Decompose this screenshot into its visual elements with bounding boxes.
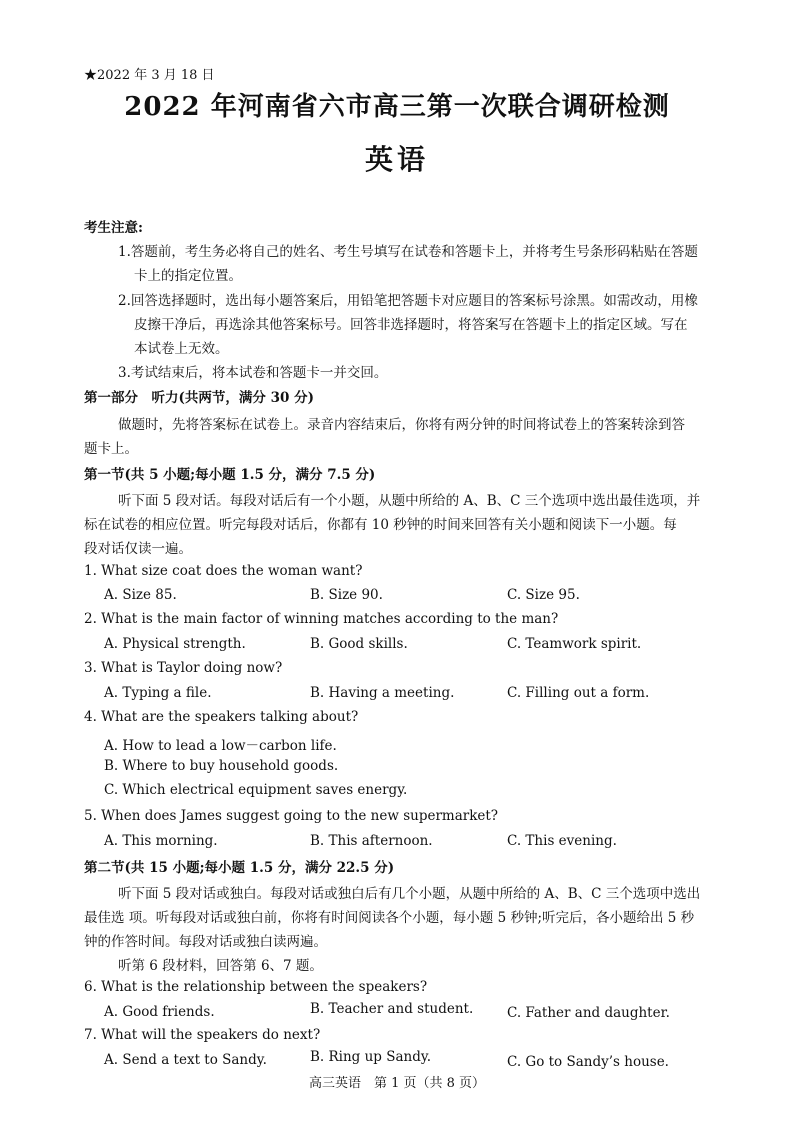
part1-intro-line1: 做题时，先将答案标在试卷上。录音内容结束后，你将有两分钟的时间将试卷上的答案转涂到答	[118, 417, 685, 433]
option-a: A. Size 85.	[104, 587, 177, 603]
option-c: C. This evening.	[507, 833, 617, 849]
question-stem: 1. What size coat does the woman want?	[84, 563, 363, 579]
question-stem: 2. What is the main factor of winning matches according to the man?	[84, 611, 559, 627]
section2-heading: 第二节(共 15 小题;每小题 1.5 分，满分 22.5 分)	[84, 860, 395, 876]
exam-date: ★2022 年 3 月 18 日	[84, 68, 215, 83]
section2-material: 听第 6 段材料，回答第 6、7 题。	[118, 958, 323, 974]
question-stem: 6. What is the relationship between the speakers?	[84, 979, 428, 995]
option-c: C. Size 95.	[507, 587, 580, 603]
question-stem: 4. What are the speakers talking about?	[84, 709, 359, 725]
notice-item2-line2: 皮擦干净后，再选涂其他答案标号。回答非选择题时，将答案写在答题卡上的指定区域。写在	[134, 317, 688, 333]
notice-item1-line2: 卡上的指定位置。	[134, 268, 242, 284]
page-footer: 高三英语 第 1 页（共 8 页）	[308, 1076, 486, 1091]
notice-item3: 3.考试结束后，将本试卷和答题卡一并交回。	[118, 365, 388, 381]
option-a: A. Typing a file.	[104, 685, 212, 701]
option-a: A. Good friends.	[104, 1004, 215, 1020]
section2-instr-line1: 听下面 5 段对话或独白。每段对话或独白后有几个小题，从题中所给的 A、B、C 三个选项中选出	[118, 886, 701, 902]
notice-item1-line1: 1.答题前，考生务必将自己的姓名、考生号填写在试卷和答题卡上，并将考生号条形码粘贴在答题	[118, 244, 698, 260]
option-c: C. Father and daughter.	[507, 1005, 670, 1021]
section1-heading: 第一节(共 5 小题;每小题 1.5 分，满分 7.5 分)	[84, 467, 376, 483]
part1-intro-line2: 题卡上。	[84, 441, 138, 457]
notice-item2-line1: 2.回答选择题时，选出每小题答案后，用铅笔把答题卡对应题目的答案标号涂黑。如需改动，用橡	[118, 293, 698, 309]
option-b: B. This afternoon.	[310, 833, 433, 849]
section2-instr-line3: 钟的作答时间。每段对话或独白读两遍。	[84, 934, 327, 950]
part1-heading: 第一部分 听力(共两节，满分 30 分)	[84, 390, 314, 406]
notice-heading: 考生注意:	[84, 220, 143, 236]
question-stem: 3. What is Taylor doing now?	[84, 660, 283, 676]
section1-instr-line1: 听下面 5 段对话。每段对话后有一个小题，从题中所给的 A、B、C 三个选项中选出最佳选项，并	[118, 493, 701, 509]
option-b: B. Ring up Sandy.	[310, 1049, 431, 1065]
option-a: A. Physical strength.	[104, 636, 246, 652]
option-b: B. Size 90.	[310, 587, 383, 603]
notice-item2-line3: 本试卷上无效。	[134, 341, 229, 357]
section1-instr-line3: 段对话仅读一遍。	[84, 541, 192, 557]
option-b: B. Where to buy household goods.	[104, 758, 339, 774]
question-stem: 7. What will the speakers do next?	[84, 1027, 321, 1043]
option-c: C. Go to Sandy’s house.	[507, 1054, 669, 1070]
section2-instr-line2: 最佳选 项。听每段对话或独白前，你将有时间阅读各个小题，每小题 5 秒钟;听完后，各小题给出 5 秒	[84, 910, 695, 926]
option-a: A. How to lead a low－carbon life.	[104, 738, 337, 754]
option-c: C. Which electrical equipment saves energy.	[104, 782, 408, 798]
option-b: B. Having a meeting.	[310, 685, 455, 701]
section1-instr-line2: 标在试卷的相应位置。听完每段对话后，你都有 10 秒钟的时间来回答有关小题和阅读下一小题。每	[84, 517, 677, 533]
option-a: A. Send a text to Sandy.	[104, 1052, 267, 1068]
option-a: A. This morning.	[104, 833, 218, 849]
exam-subject: 英语	[364, 143, 429, 176]
exam-title: 2022 年河南省六市高三第一次联合调研检测	[124, 92, 670, 122]
option-b: B. Good skills.	[310, 636, 408, 652]
option-b: B. Teacher and student.	[310, 1001, 474, 1017]
option-c: C. Teamwork spirit.	[507, 636, 642, 652]
question-stem: 5. When does James suggest going to the new supermarket?	[84, 808, 499, 824]
option-c: C. Filling out a form.	[507, 685, 650, 701]
